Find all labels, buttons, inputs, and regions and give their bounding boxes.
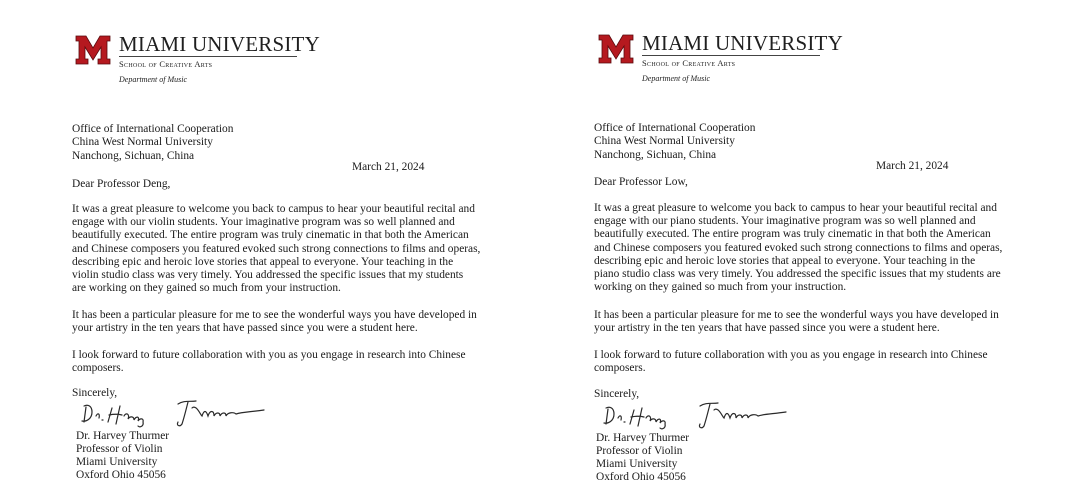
body-paragraph-3: [594, 349, 988, 375]
paragraph-line: violin studio class was very timely. You addressed the specific issues that my students: [72, 269, 464, 282]
university-name: MIAMI UNIVERSITY: [119, 32, 320, 56]
school-name: School of Creative Arts: [119, 59, 213, 69]
miami-m-logo-icon: [598, 34, 634, 64]
paragraph-line: It was a great pleasure to welcome you back to campus to hear your beautiful recital and: [72, 203, 475, 215]
signer-block: [596, 432, 689, 484]
logo-divider: [119, 56, 297, 57]
handwritten-signature: [600, 396, 800, 430]
body-paragraph-2: [594, 309, 999, 335]
recipient-address: [594, 122, 755, 162]
signer-address: Oxford Ohio 45056: [76, 469, 166, 481]
logo-divider: [642, 55, 820, 56]
signer-institution: Miami University: [76, 456, 158, 468]
paragraph-line: working on they gained so much from your instruction.: [594, 281, 847, 294]
letter-date: March 21, 2024: [876, 160, 949, 172]
address-line: Office of International Cooperation: [594, 122, 756, 134]
signer-name: Dr. Harvey Thurmer: [76, 430, 170, 442]
signer-institution: Miami University: [596, 458, 678, 470]
university-name: MIAMI UNIVERSITY: [642, 31, 843, 55]
signer-name: Dr. Harvey Thurmer: [596, 432, 690, 444]
paragraph-line: describing epic and heroic love stories that appeal to everyone. Your teaching in the: [72, 255, 454, 268]
address-line: Nanchong, Sichuan, China: [72, 149, 195, 162]
paragraph-line: I look forward to future collaboration with you as you engage in research into Chinese: [594, 349, 988, 361]
salutation: Dear Professor Deng,: [72, 178, 171, 190]
paragraph-line: It has been a particular pleasure for me to see the wonderful ways you have developed in: [72, 309, 477, 321]
school-name: School of Creative Arts: [642, 58, 736, 68]
paragraph-line: piano studio class was very timely. You addressed the specific issues that my students are: [594, 268, 1001, 281]
paragraph-line: beautifully executed. The entire program was truly cinematic in that both the American: [594, 228, 991, 241]
body-paragraph-2: [72, 309, 477, 335]
paragraph-line: engage with our violin students. Your imaginative program was so well planned and: [72, 216, 455, 229]
salutation: Dear Professor Low,: [594, 176, 688, 188]
miami-logo: [598, 32, 843, 84]
paragraph-line: and Chinese composers you featured evoked such strong connections to films and operas,: [594, 241, 1003, 254]
paragraph-line: It has been a particular pleasure for me to see the wonderful ways you have developed in: [594, 309, 999, 321]
miami-m-logo-icon: [75, 35, 111, 65]
paragraph-line: and Chinese composers you featured evoked such strong connections to films and operas,: [72, 242, 481, 255]
recipient-address: [72, 123, 233, 163]
paragraph-line: your artistry in the ten years that have passed since you were a student here.: [72, 322, 418, 335]
signer-block: [76, 430, 169, 482]
address-line: China West Normal University: [594, 135, 735, 148]
address-line: Office of International Cooperation: [72, 123, 234, 135]
address-line: China West Normal University: [72, 136, 213, 149]
department-name: Department of Music: [642, 74, 710, 83]
paragraph-line: I look forward to future collaboration with you as you engage in research into Chinese: [72, 349, 466, 361]
letter-deng: [0, 0, 520, 500]
department-name: Department of Music: [119, 75, 187, 84]
signer-title: Professor of Violin: [76, 443, 163, 455]
letter-date: March 21, 2024: [352, 161, 425, 173]
paragraph-line: your artistry in the ten years that have passed since you were a student here.: [594, 322, 940, 335]
paragraph-line: composers.: [72, 362, 124, 375]
letter-low: [522, 0, 1042, 500]
handwritten-signature: [78, 394, 278, 430]
paragraph-line: engage with our piano students. Your imaginative program was so well planned and: [594, 215, 976, 228]
signer-address: Oxford Ohio 45056: [596, 471, 686, 483]
body-paragraph-3: [72, 349, 466, 375]
paragraph-line: are working on they gained so much from your instruction.: [72, 282, 341, 295]
paragraph-line: It was a great pleasure to welcome you back to campus to hear your beautiful recital and: [594, 202, 997, 214]
signer-title: Professor of Violin: [596, 445, 683, 457]
body-paragraph-1: [72, 203, 480, 295]
paragraph-line: beautifully executed. The entire program was truly cinematic in that both the American: [72, 229, 469, 242]
body-paragraph-1: [594, 202, 1002, 294]
address-line: Nanchong, Sichuan, China: [594, 148, 717, 161]
closing: Sincerely,: [72, 387, 118, 399]
closing: Sincerely,: [594, 388, 640, 400]
paragraph-line: describing epic and heroic love stories that appeal to everyone. Your teaching in the: [594, 254, 976, 267]
miami-logo: [75, 33, 320, 85]
paragraph-line: composers.: [594, 362, 646, 375]
